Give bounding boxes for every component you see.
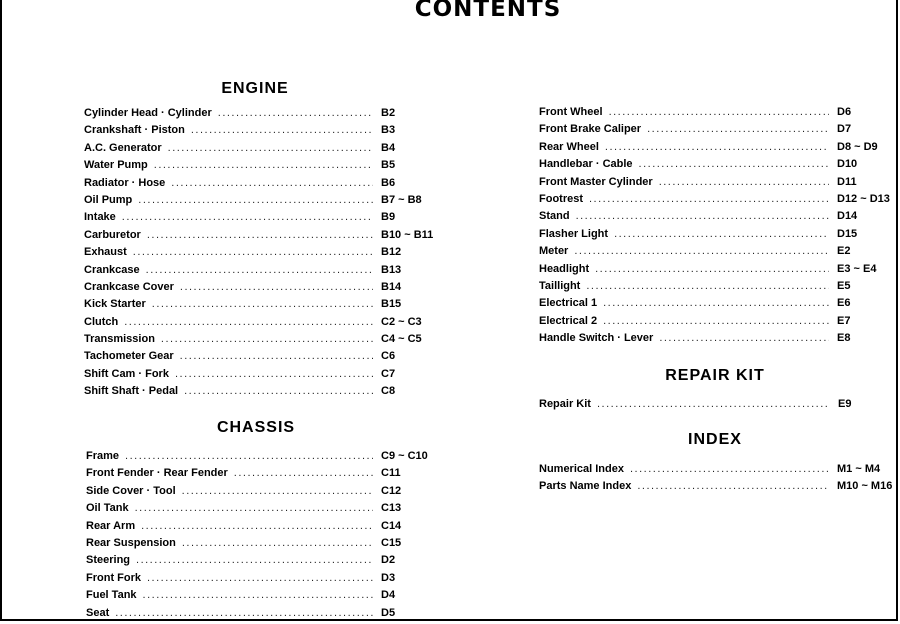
dot-leader [146,264,373,276]
toc-entry [84,264,439,281]
toc-entry-page: E3 ~ E4 [837,262,877,275]
toc-entry-page: D4 [381,589,396,602]
dot-leader [147,572,373,584]
toc-entry-label: Exhaust [84,246,127,259]
toc-entry [84,229,439,246]
toc-entry [539,480,899,497]
toc-entry-label: Electrical 1 [539,297,598,310]
dot-leader [122,211,373,223]
dot-leader [659,332,829,344]
toc-entry [539,263,899,280]
dot-leader [605,141,829,153]
dot-leader [161,333,373,345]
toc-entry [86,554,439,571]
toc-entry-label: Taillight [539,279,581,292]
toc-entry-page: B10 ~ B11 [381,228,434,241]
dot-leader [595,263,829,275]
toc-entry-label: Water Pump [84,159,148,172]
toc-entry-label: Headlight [539,262,590,275]
toc-entry-page: D7 [837,123,852,136]
chassis-continued-list [539,106,899,349]
toc-entry-page: C9 ~ C10 [381,450,428,462]
toc-entry [84,298,439,315]
toc-entry [539,297,899,314]
toc-entry [86,485,439,502]
toc-entry-label: Radiator · Hose [84,176,166,189]
toc-entry-page: D6 [837,106,852,118]
dot-leader [630,463,829,475]
dot-leader [589,193,829,205]
toc-entry [86,589,439,606]
toc-entry-page: C12 [381,484,402,497]
toc-entry [84,194,439,211]
toc-entry-page: D5 [381,606,396,619]
toc-entry [84,246,439,263]
dot-leader [597,398,830,410]
toc-entry-label: Rear Suspension [86,536,176,549]
dot-leader [218,107,373,119]
dot-leader [180,281,373,293]
engine-list [84,107,439,403]
toc-entry-label: Side Cover · Tool [86,484,176,497]
toc-entry-label: Oil Pump [84,193,133,206]
toc-entry-page: B12 [381,246,402,259]
dot-leader [138,194,373,206]
dot-leader [637,480,829,492]
toc-entry [539,141,899,158]
toc-entry-page: B6 [381,176,396,189]
toc-entry [84,350,439,367]
toc-entry [86,607,439,624]
dot-leader [152,298,373,310]
toc-entry-page: B3 [381,124,396,137]
toc-entry-label: Frame [86,450,120,462]
toc-entry-label: Front Fork [86,571,141,584]
dot-leader [180,350,373,362]
toc-entry-page: E5 [837,279,851,292]
toc-entry [539,193,899,210]
toc-entry [539,123,899,140]
toc-entry-page: C7 [381,367,396,380]
toc-entry-page: B15 [381,298,402,311]
toc-entry-label: Crankcase Cover [84,280,174,293]
dot-leader [133,246,373,258]
toc-entry [84,368,439,385]
toc-entry-label: Fuel Tank [86,589,137,602]
chassis-heading: CHASSIS [216,419,296,436]
toc-entry [84,281,439,298]
dot-leader [603,315,829,327]
toc-entry-label: Front Fender · Rear Fender [86,467,228,480]
toc-entry [86,572,439,589]
toc-entry [539,228,899,245]
toc-entry [86,467,439,484]
toc-entry-page: B9 [381,211,396,224]
toc-entry [539,332,899,349]
dot-leader [614,228,829,240]
dot-leader [639,158,829,170]
toc-entry-page: C15 [381,536,402,549]
dot-leader [168,142,373,154]
toc-entry-page: D11 [837,175,857,188]
toc-entry-label: Clutch [84,315,119,328]
toc-entry-page: C6 [381,350,396,363]
toc-entry-label: Flasher Light [539,227,609,240]
dot-leader [175,368,373,380]
toc-entry [86,537,439,554]
dot-leader [147,229,373,241]
toc-entry [84,177,439,194]
toc-entry-label: Kick Starter [84,298,146,311]
dot-leader [141,520,373,532]
toc-entry [539,245,899,262]
toc-entry-page: C13 [381,502,402,515]
chassis-list [86,450,439,624]
toc-entry-page: C8 [381,385,396,398]
dot-leader [154,159,373,171]
dot-leader [115,607,373,619]
toc-entry-label: Front Master Cylinder [539,175,653,188]
toc-entry-label: Carburetor [84,228,141,241]
dot-leader [576,210,829,222]
dot-leader [171,177,373,189]
toc-entry-label: Rear Arm [86,519,136,532]
toc-entry [84,211,439,228]
toc-entry-label: Electrical 2 [539,314,598,327]
dot-leader [647,123,829,135]
repair-kit-list [539,398,894,415]
toc-entry-label: Meter [539,245,569,258]
dot-leader [182,485,373,497]
toc-entry-label: Tachometer Gear [84,350,174,363]
toc-entry-page: B2 [381,107,396,119]
toc-entry-label: Front Brake Caliper [539,123,642,136]
toc-entry-label: Shift Cam · Fork [84,367,169,380]
toc-entry-label: Parts Name Index [539,480,632,493]
toc-entry-page: D14 [837,210,858,223]
toc-entry-page: D3 [381,571,396,584]
toc-entry [84,159,439,176]
toc-entry-page: D2 [381,554,396,567]
dot-leader [124,316,373,328]
toc-entry [84,316,439,333]
toc-entry-page: D12 ~ D13 [837,192,890,205]
toc-entry-page: C14 [381,519,402,532]
index-list [539,463,899,498]
toc-entry [86,502,439,519]
dot-leader [609,106,829,118]
toc-entry-label: Footrest [539,192,583,205]
toc-entry-page: E8 [837,332,851,345]
toc-entry-page: C11 [381,467,401,480]
toc-entry [84,333,439,350]
dot-leader [574,245,829,257]
dot-leader [234,467,373,479]
toc-entry-label: Handlebar · Cable [539,158,633,171]
toc-entry-label: Crankcase [84,263,140,276]
toc-entry-label: Stand [539,210,570,223]
toc-entry-page: C2 ~ C3 [381,315,422,328]
toc-entry [539,106,899,123]
toc-entry [539,176,899,193]
toc-entry-page: D8 ~ D9 [837,140,878,153]
toc-entry-label: Shift Shaft · Pedal [84,385,179,398]
dot-leader [135,502,373,514]
dot-leader [143,589,373,601]
toc-entry-page: M10 ~ M16 [837,480,893,493]
toc-entry-page: M1 ~ M4 [837,463,881,475]
toc-entry-label: A.C. Generator [84,141,162,154]
toc-entry [539,463,899,480]
toc-entry [539,158,899,175]
dot-leader [191,124,373,136]
toc-entry [84,142,439,159]
toc-entry-label: Steering [86,554,131,567]
toc-entry-page: B4 [381,141,396,154]
dot-leader [182,537,373,549]
toc-entry-page: E2 [837,245,851,258]
toc-entry-page: B7 ~ B8 [381,193,422,206]
toc-entry [86,450,439,467]
toc-entry-page: D15 [837,227,858,240]
dot-leader [136,554,373,566]
toc-entry-page: E6 [837,297,851,310]
toc-entry [84,107,439,124]
toc-entry [84,124,439,141]
toc-entry-page: E9 [838,398,852,410]
toc-entry-page: B14 [381,280,402,293]
dot-leader [586,280,829,292]
toc-entry-label: Transmission [84,333,155,346]
toc-entry [539,210,899,227]
index-heading: INDEX [688,431,742,448]
toc-entry-page: E7 [837,314,851,327]
toc-entry-label: Seat [86,606,110,619]
dot-leader [184,385,373,397]
toc-entry-label: Intake [84,211,116,224]
toc-entry-label: Numerical Index [539,463,624,475]
toc-entry-label: Handle Switch · Lever [539,332,654,345]
toc-entry-label: Repair Kit [539,398,591,410]
toc-entry-label: Oil Tank [86,502,129,515]
toc-entry-page: B13 [381,263,402,276]
toc-entry-page: B5 [381,159,396,172]
dot-leader [659,176,829,188]
repair-kit-heading: REPAIR KIT [665,367,765,384]
page-title: CONTENTS [414,0,562,22]
dot-leader [603,297,829,309]
toc-entry [539,315,899,332]
engine-heading: ENGINE [221,80,289,97]
toc-entry-label: Rear Wheel [539,140,599,153]
toc-entry [86,520,439,537]
toc-entry-page: D10 [837,158,858,171]
toc-entry [539,398,894,415]
toc-entry [539,280,899,297]
toc-entry [84,385,439,402]
dot-leader [125,450,373,462]
toc-entry-label: Crankshaft · Piston [84,124,185,137]
toc-entry-label: Front Wheel [539,106,603,118]
toc-entry-label: Cylinder Head · Cylinder [84,107,212,119]
toc-entry-page: C4 ~ C5 [381,333,422,346]
